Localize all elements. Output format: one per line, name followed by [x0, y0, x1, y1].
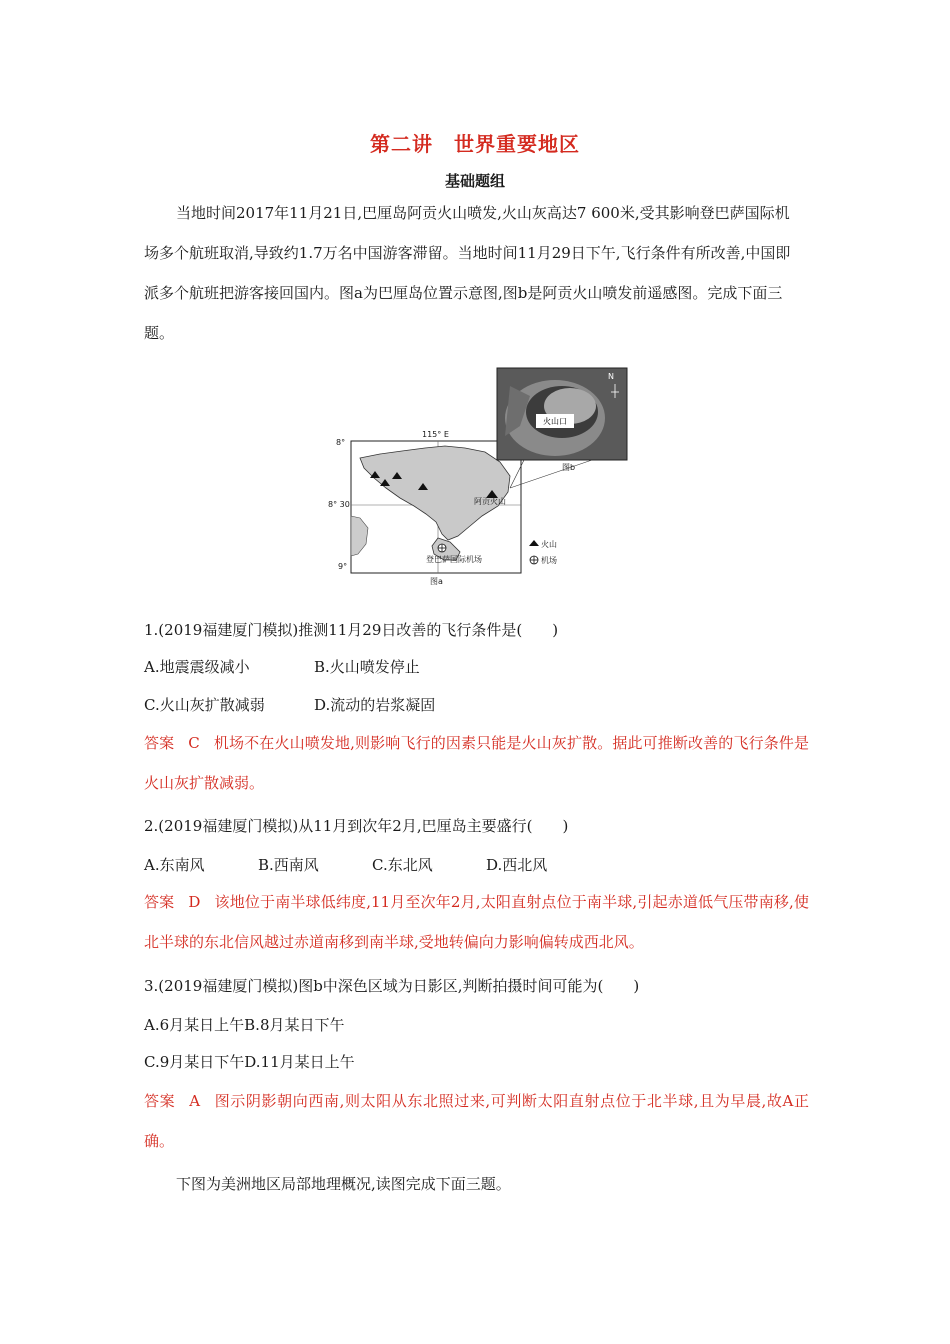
question-2-stem: 2.(2019福建厦门模拟)从11月到次年2月,巴厘岛主要盛行( ): [144, 817, 569, 835]
legend-airport-label: 机场: [541, 556, 557, 565]
option-b: B.西南风: [258, 856, 319, 874]
option-a: A.6月某日上午: [144, 1016, 245, 1034]
bali-figure: [330, 366, 630, 590]
section-subtitle: 基础题组: [444, 172, 505, 190]
latitude-label-bottom: 9°: [338, 562, 348, 571]
legend-volcano-icon: [529, 540, 539, 546]
option-c: C.火山灰扩散减弱: [144, 696, 265, 714]
next-section-intro: 下图为美洲地区局部地理概况,读图完成下面三题。: [176, 1175, 511, 1193]
intro-text: 当地时间2017年11月21日,巴厘岛阿贡火山喷发,火山灰高达7 600米,受其影响登巴萨国际机场多个航班取消,导致约1.7万名中国游客滞留。当地时间11月29日下午,飞行条件有所改善,中国即派多个航班把游客接回国内。图a为巴厘岛位置示意图,图b是阿贡火山喷发前遥感图。完成下面三题。: [144, 204, 791, 342]
option-c: C.东北风: [372, 856, 433, 874]
question-2-answer: [144, 882, 809, 962]
answer-explanation: 图示阴影朝向西南,则太阳从东北照过来,可判断太阳直射点位于北半球,且为早晨,故A正确。: [144, 1092, 809, 1150]
answer-explanation: 该地位于南半球低纬度,11月至次年2月,太阳直射点位于南半球,引起赤道低气压带南移,使北半球的东北信风越过赤道南移到南半球,受地转偏向力影响偏转成西北风。: [144, 893, 809, 951]
answer-tag: 答案: [144, 734, 175, 752]
option-b: B.8月某日下午: [244, 1016, 345, 1034]
option-d: D.流动的岩浆凝固: [314, 696, 436, 714]
option-d: D.11月某日上午: [244, 1053, 355, 1071]
caption-a: 图a: [430, 577, 443, 586]
question-3-answer: [144, 1081, 809, 1161]
answer-letter: C: [188, 734, 200, 752]
crater-label: 火山口: [543, 417, 567, 426]
latitude-label-top: 8°: [336, 438, 346, 447]
option-a: A.地震震级减小: [144, 658, 250, 676]
question-1-options-row-2: [144, 694, 435, 715]
option-a: A.东南风: [144, 856, 205, 874]
answer-explanation: 机场不在火山喷发地,则影响飞行的因素只能是火山灰扩散。据此可推断改善的飞行条件是火山灰扩散减弱。: [144, 734, 809, 792]
answer-letter: D: [188, 893, 201, 911]
option-d: D.西北风: [486, 856, 548, 874]
question-1-options-row-1: [144, 656, 420, 677]
page-title: 第二讲 世界重要地区: [370, 132, 580, 156]
caption-b: 图b: [562, 463, 576, 472]
question-2-options: [144, 854, 547, 875]
option-c: C.9月某日下午: [144, 1053, 245, 1071]
question-1-answer: [144, 723, 809, 803]
longitude-label: 115° E: [422, 430, 449, 439]
question-3-stem: 3.(2019福建厦门模拟)图b中深色区域为日影区,判断拍摄时间可能为( ): [144, 977, 640, 995]
airport-name-label: 登巴萨国际机场: [426, 555, 482, 564]
answer-letter: A: [189, 1092, 201, 1110]
north-label: N: [608, 372, 614, 381]
latitude-label-mid: 8° 30': [328, 500, 353, 509]
answer-tag: 答案: [144, 893, 175, 911]
question-3-options-row-1: [144, 1014, 345, 1035]
question-1-stem: 1.(2019福建厦门模拟)推测11月29日改善的飞行条件是( ): [144, 621, 559, 639]
intro-paragraph: [144, 193, 804, 353]
question-3-options-row-2: [144, 1051, 355, 1072]
option-b: B.火山喷发停止: [314, 658, 420, 676]
volcano-name-label: 阿贡火山: [474, 497, 506, 506]
answer-tag: 答案: [144, 1092, 176, 1110]
legend-volcano-label: 火山: [541, 540, 557, 549]
